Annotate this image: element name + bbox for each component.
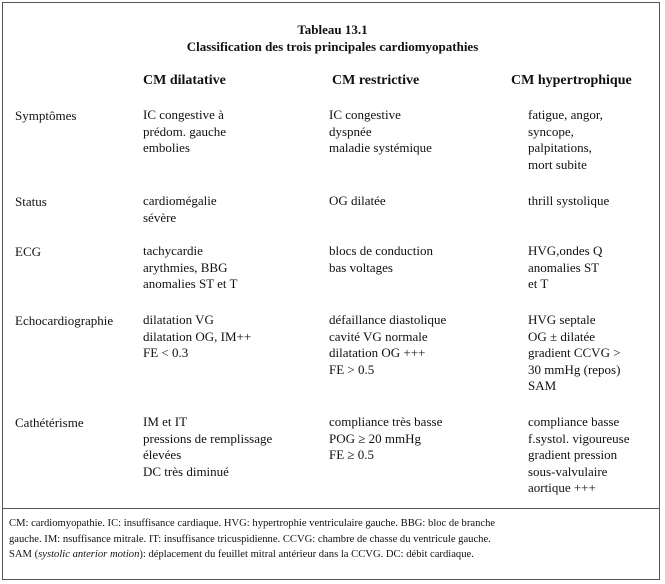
cell-line: f.systol. vigoureuse <box>528 430 630 446</box>
cell-line: OG ± dilatée <box>528 328 596 344</box>
row-label-status: Status <box>15 194 47 209</box>
cell-line: tachycardie <box>143 243 203 258</box>
cell-line: IC congestive <box>329 107 401 122</box>
cell-line: gradient CCVG > <box>528 345 621 361</box>
cell-line: élevées <box>143 447 182 463</box>
table-number: Tableau 13.1 <box>297 22 368 37</box>
cell-line: DC très diminué <box>143 463 229 479</box>
table-cell <box>329 107 432 157</box>
table-cell <box>143 107 226 157</box>
cell-line: et T <box>528 276 549 292</box>
cell-line: maladie systémique <box>329 140 432 156</box>
footnote-text: ): déplacement du feuillet mitral antérieur dans la CCVG. DC: débit cardiaque. <box>139 549 474 560</box>
footnote <box>9 516 655 563</box>
cell-line: compliance très basse <box>329 414 443 429</box>
cell-line: sous-valvulaire <box>528 463 608 479</box>
cell-line: dilatation OG +++ <box>329 345 426 361</box>
cell-line: dilatation OG, IM++ <box>143 328 252 344</box>
column-header-restrictive: CM restrictive <box>332 73 420 88</box>
table-cell <box>528 243 602 293</box>
cell-line: mort subite <box>528 156 587 172</box>
table-cell <box>329 193 386 210</box>
cell-line: OG dilatée <box>329 193 386 208</box>
table-cell <box>329 414 442 464</box>
table-cell <box>143 243 237 293</box>
table-cell <box>329 312 446 378</box>
table-title: Classification des trois principales cardiomyopathies <box>186 39 479 54</box>
cell-line: FE < 0.3 <box>143 345 189 361</box>
cell-line: gradient pression <box>528 447 618 463</box>
cell-line: FE ≥ 0.5 <box>329 447 375 463</box>
cell-line: HVG septale <box>528 312 596 327</box>
cell-line: embolies <box>143 140 190 156</box>
table-cell <box>528 193 609 210</box>
cell-line: IC congestive à <box>143 107 224 122</box>
table-cell <box>143 312 251 362</box>
cell-line: défaillance diastolique <box>329 312 447 327</box>
footnote-text: SAM ( <box>9 549 39 560</box>
cell-line: POG ≥ 20 mmHg <box>329 430 422 446</box>
cell-line: compliance basse <box>528 414 620 429</box>
table-cell <box>329 243 433 276</box>
row-label-catheterisme: Cathétérisme <box>15 415 84 430</box>
row-label-symptomes: Symptômes <box>15 108 77 123</box>
footnote-italic-text: systolic anterior motion <box>38 549 140 560</box>
footnote-line: CM: cardiomyopathie. IC: insuffisance cardiaque. HVG: hypertrophie ventriculaire gauche. BBG: bloc de branche <box>9 518 496 529</box>
footnote-line: gauche. IM: nsuffisance mitrale. IT: insuffisance tricuspidienne. CCVG: chambre de chasse du ventricule gauche. <box>9 533 491 545</box>
cell-line: HVG,ondes Q <box>528 243 603 258</box>
table-cell <box>528 107 603 173</box>
footnote-line <box>9 547 655 563</box>
cell-line: anomalies ST et T <box>143 276 238 292</box>
column-header-hypertrophique: CM hypertrophique <box>511 73 632 88</box>
cell-line: dilatation VG <box>143 312 214 327</box>
cell-line: sévère <box>143 209 177 225</box>
row-label-ecg: ECG <box>15 244 41 259</box>
row-label-echocardiographie: Echocardiographie <box>15 313 114 328</box>
cell-line: dyspnée <box>329 123 372 139</box>
cell-line: cavité VG normale <box>329 328 428 344</box>
cell-line: palpitations, <box>528 140 592 156</box>
cell-line: IM et IT <box>143 414 188 429</box>
table-cell <box>143 193 217 226</box>
cell-line: prédom. gauche <box>143 123 227 139</box>
cell-line: SAM <box>528 378 557 394</box>
cell-line: bas voltages <box>329 259 393 275</box>
cell-line: cardiomégalie <box>143 193 217 208</box>
table-cell <box>528 312 621 395</box>
cell-line: syncope, <box>528 123 574 139</box>
cell-line: anomalies ST <box>528 259 600 275</box>
table-cell <box>528 414 629 497</box>
cell-line: arythmies, BBG <box>143 259 228 275</box>
cell-line: thrill systolique <box>528 193 610 208</box>
cell-line: pressions de remplissage <box>143 430 273 446</box>
column-header-dilatative: CM dilatative <box>143 73 226 88</box>
cell-line: FE > 0.5 <box>329 361 375 377</box>
table-cell <box>143 414 272 480</box>
footnote-divider <box>2 508 660 509</box>
cell-line: 30 mmHg (repos) <box>528 361 621 377</box>
cell-line: blocs de conduction <box>329 243 433 258</box>
cell-line: aortique +++ <box>528 480 596 496</box>
cell-line: fatigue, angor, <box>528 107 603 122</box>
